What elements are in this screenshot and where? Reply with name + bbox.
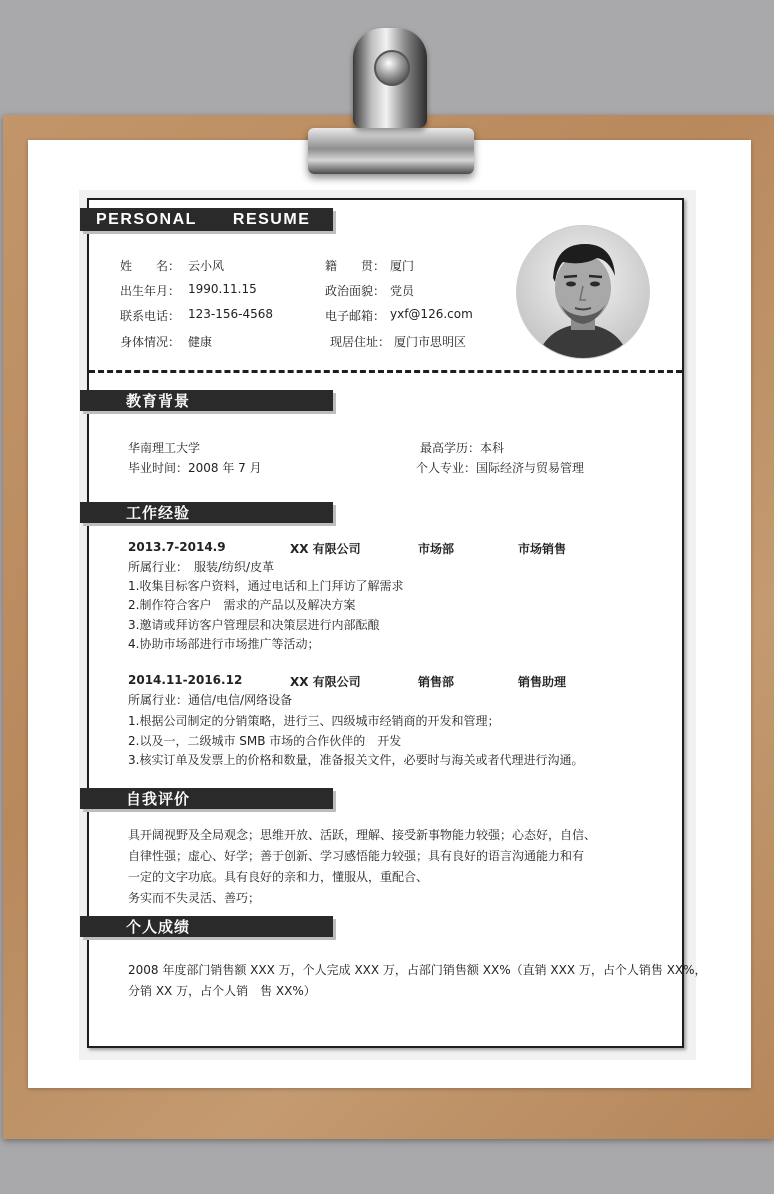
job-duty: 4.协助市场部进行市场推广等活动； [128, 637, 320, 651]
header-word-personal: PERSONAL [96, 210, 197, 228]
achievement-section-bar [80, 916, 333, 937]
job-period: 2013.7-2014.9 [128, 540, 226, 554]
job-duty: 2.制作符合客户 需求的产品以及解决方案 [128, 598, 356, 612]
phone-value: 123-156-4568 [188, 307, 274, 321]
clip-rivet [374, 50, 410, 86]
address-label: 现居住址： [330, 335, 391, 349]
job-duty: 1.根据公司制定的分销策略，进行三、四级城市经销商的开发和管理； [128, 714, 500, 728]
self-line: 自律性强；虚心、好学；善于创新、学习感悟能力较强；具有良好的语言沟通能力和有 [128, 849, 585, 863]
achievement-title: 个人成绩 [126, 918, 191, 936]
birth-value: 1990.11.15 [188, 282, 257, 296]
origin-value: 厦门 [390, 259, 415, 273]
job-company: XX 有限公司 [290, 675, 361, 689]
self-section-bar [80, 788, 333, 809]
job-industry: 所属行业：通信/电信/网络设备 [128, 693, 293, 707]
job-role: 市场销售 [518, 542, 567, 556]
education-title: 教育背景 [126, 392, 191, 410]
politics-value: 党员 [390, 284, 415, 298]
job-role: 销售助理 [518, 675, 567, 689]
self-line: 务实而不失灵活、善巧； [128, 891, 261, 905]
education-graduation: 毕业时间：2008 年 7 月 [128, 461, 262, 475]
job-duty: 2.以及一，二级城市 SMB 市场的合作伙伴的 开发 [128, 734, 402, 748]
name-label: 姓 名： [120, 259, 181, 273]
self-line: 具开阔视野及全局观念；思维开放、活跃，理解、接受新事物能力较强；心态好，自信、 [128, 828, 597, 842]
education-section-bar [80, 390, 333, 411]
job-company: XX 有限公司 [290, 542, 361, 556]
education-major: 个人专业：国际经济与贸易管理 [416, 461, 585, 475]
email-label: 电子邮箱： [325, 309, 386, 323]
origin-label: 籍 贯： [325, 259, 386, 273]
health-value: 健康 [188, 335, 213, 349]
education-degree: 最高学历：本科 [420, 441, 505, 455]
job-dept: 销售部 [418, 675, 455, 689]
email-value: yxf@126.com [390, 307, 473, 321]
job-duty: 3.核实订单及发票上的价格和数量，准备报关文件，必要时与海关或者代理进行沟通。 [128, 753, 584, 767]
phone-label: 联系电话： [120, 309, 181, 323]
name-value: 云小风 [188, 259, 225, 273]
politics-label: 政治面貌： [325, 284, 386, 298]
job-dept: 市场部 [418, 542, 455, 556]
header-word-resume: RESUME [232, 210, 311, 228]
self-line: 一定的文字功底。具有良好的亲和力，懂服从，重配合、 [128, 870, 429, 884]
job-period: 2014.11-2016.12 [128, 673, 243, 687]
job-duty: 3.邀请或拜访客户管理层和决策层进行内部酝酿 [128, 618, 380, 632]
job-industry: 所属行业： 服装/纺织/皮革 [128, 560, 275, 574]
job-duty: 1.收集目标客户资料，通过电话和上门拜访了解需求 [128, 579, 404, 593]
birth-label: 出生年月： [120, 284, 181, 298]
address-value: 厦门市思明区 [394, 335, 467, 349]
achievement-line: 2008 年度部门销售额 XXX 万，个人完成 XXX 万，占部门销售额 XX%（直销 XXX 万，占个人销售 XX%， [128, 963, 707, 977]
work-section-bar [80, 502, 333, 523]
self-title: 自我评价 [126, 790, 191, 808]
work-title: 工作经验 [126, 504, 191, 522]
education-school: 华南理工大学 [128, 441, 201, 455]
clip-base [308, 128, 474, 174]
profile-photo [516, 225, 650, 359]
health-label: 身体情况： [120, 335, 181, 349]
section-divider [89, 370, 682, 373]
profile-photo-illustration [517, 226, 649, 358]
achievement-line: 分销 XX 万，占个人销 售 XX%） [128, 984, 316, 998]
resume-header-bar [80, 208, 333, 231]
